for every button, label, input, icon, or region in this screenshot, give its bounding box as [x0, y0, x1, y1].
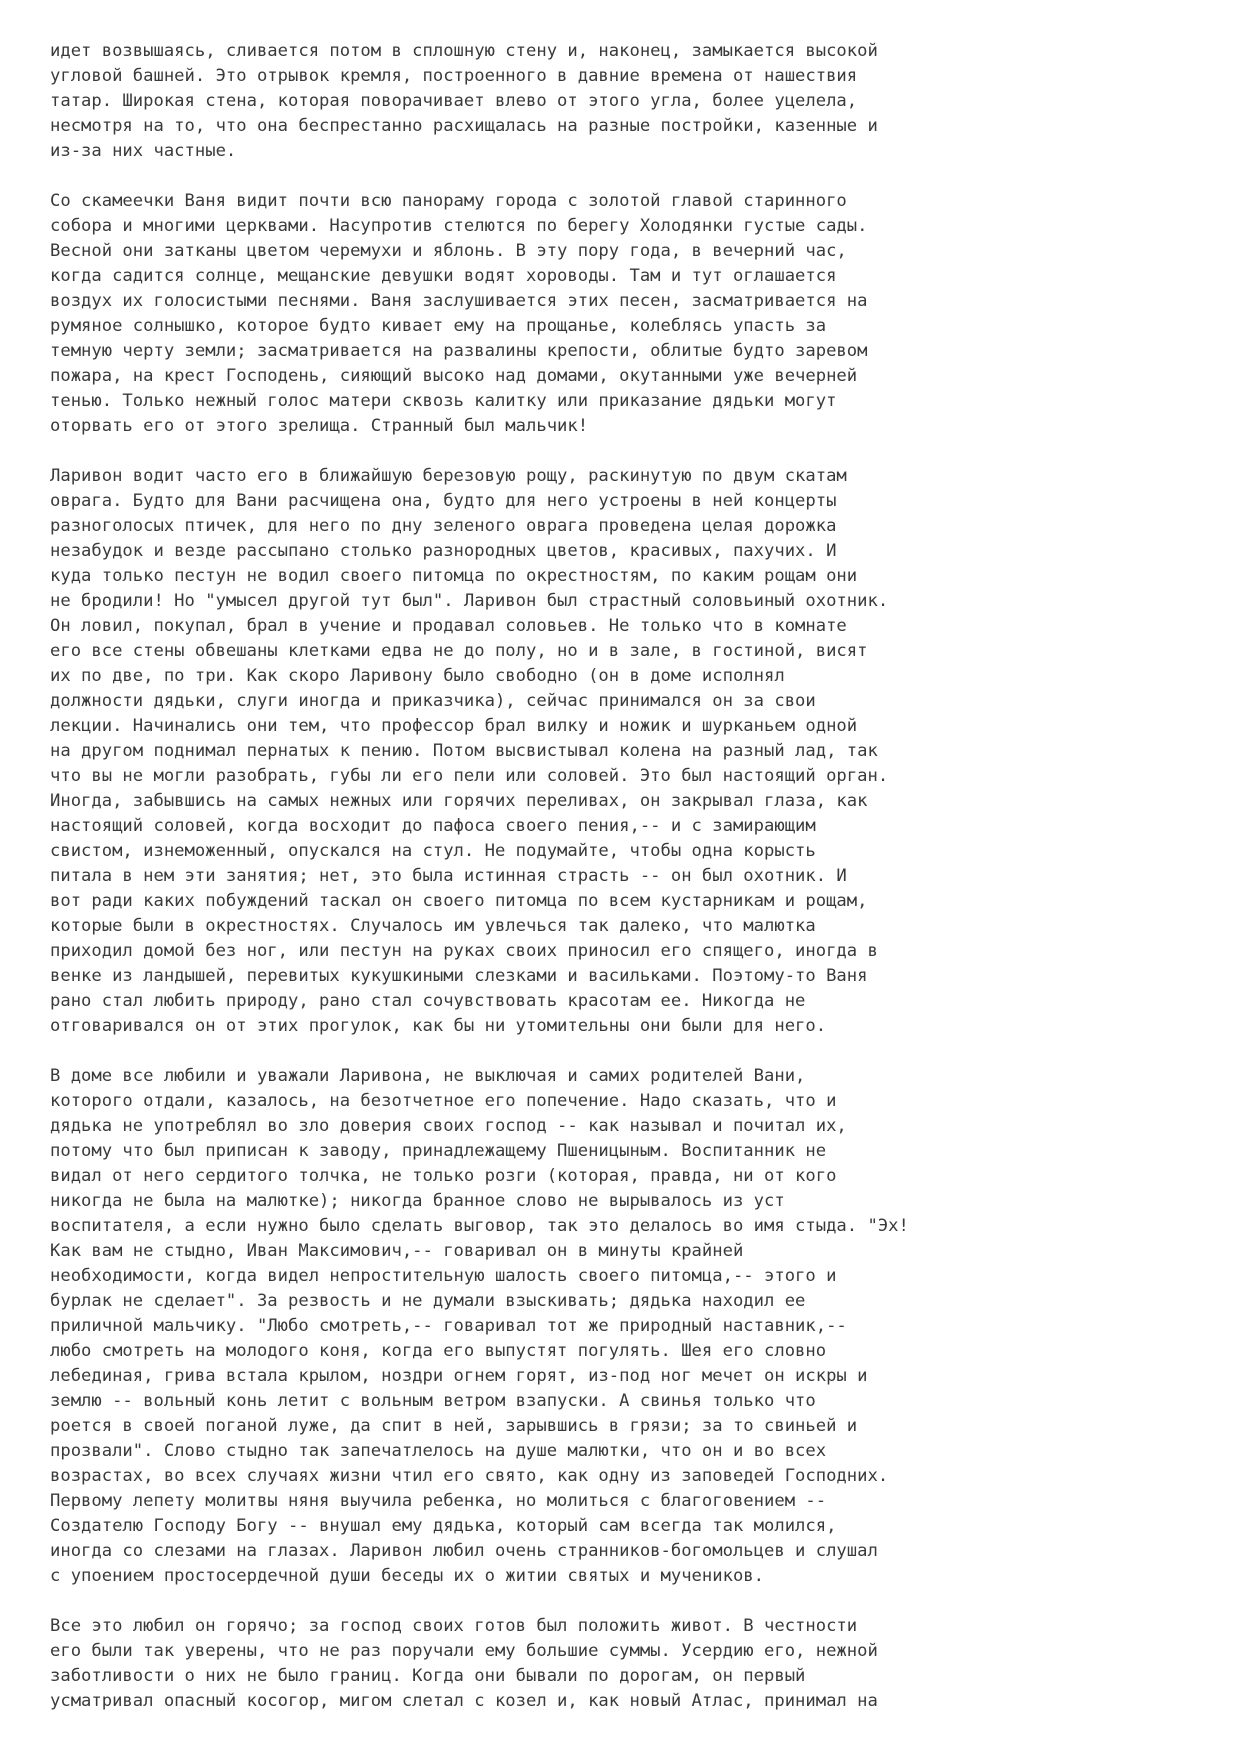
text-line: которые были в окрестностях. Случалось им увлечься так далеко, что малютка — [50, 916, 816, 936]
text-line: В доме все любили и уважали Ларивона, не выключая и самих родителей Вани, — [50, 1066, 806, 1086]
text-line: пожара, на крест Господень, сияющий высоко над домами, окутанными уже вечерней — [50, 366, 858, 386]
text-line: роется в своей поганой луже, да спит в ней, зарывшись в грязи; за то свиньей и — [50, 1416, 858, 1436]
text-line: что вы не могли разобрать, губы ли его пели или соловей. Это был настоящий орган. — [50, 766, 889, 786]
text-line: тенью. Только нежный голос матери сквозь калитку или приказание дядьки могут — [50, 391, 837, 411]
text-line: Он ловил, покупал, брал в учение и продавал соловьев. Не только что в комнате — [50, 616, 847, 636]
text-line: Создателю Господу Богу -- внушал ему дядька, который сам всегда так молился, — [50, 1516, 837, 1536]
paragraph-4 — [50, 1064, 1210, 1589]
text-line: татар. Широкая стена, которая поворачивает влево от этого угла, более уцелела, — [50, 91, 858, 111]
text-line: собора и многими церквами. Насупротив стелются по берегу Холодянки густые сады. — [50, 216, 868, 236]
text-line: необходимости, когда видел непростительную шалость своего питомца,-- этого и — [50, 1266, 837, 1286]
text-line: Иногда, забывшись на самых нежных или горячих переливах, он закрывал глаза, как — [50, 791, 868, 811]
text-line: вот ради каких побуждений таскал он своего питомца по всем кустарникам и рощам, — [50, 891, 868, 911]
text-line: воспитателя, а если нужно было сделать выговор, так это делалось во имя стыда. "Эх! — [50, 1216, 909, 1236]
text-line: Со скамеечки Ваня видит почти всю панораму города с золотой главой старинного — [50, 191, 847, 211]
paragraph-5 — [50, 1614, 1210, 1714]
text-line: когда садится солнце, мещанские девушки водят хороводы. Там и тут оглашается — [50, 266, 837, 286]
text-line: разноголосых птичек, для него по дну зеленого оврага проведена целая дорожка — [50, 516, 837, 536]
text-line: куда только пестун не водил своего питомца по окрестностям, по каким рощам они — [50, 566, 858, 586]
text-line: незабудок и везде рассыпано столько разнородных цветов, красивых, пахучих. И — [50, 541, 837, 561]
text-line: лекции. Начинались они тем, что профессор брал вилку и ножик и шурканьем одной — [50, 716, 858, 736]
text-line: несмотря на то, что она беспрестанно расхищалась на разные постройки, казенные и — [50, 116, 878, 136]
text-line: отговаривался он от этих прогулок, как бы ни утомительны они были для него. — [50, 1016, 827, 1036]
text-line: возрастах, во всех случаях жизни чтил его свято, как одну из заповедей Господних. — [50, 1466, 889, 1486]
text-line: оторвать его от этого зрелища. Странный был мальчик! — [50, 416, 589, 436]
text-line: оврага. Будто для Вани расчищена она, будто для него устроены в ней концерты — [50, 491, 837, 511]
text-line: которого отдали, казалось, на безотчетное его попечение. Надо сказать, что и — [50, 1091, 837, 1111]
text-line: румяное солнышко, которое будто кивает ему на прощанье, колеблясь упасть за — [50, 316, 827, 336]
paragraph-2 — [50, 189, 1210, 439]
text-line: рано стал любить природу, рано стал сочувствовать красотам ее. Никогда не — [50, 991, 806, 1011]
text-line: их по две, по три. Как скоро Ларивону было свободно (он в доме исполнял — [50, 666, 785, 686]
text-line: никогда не была на малютке); никогда бранное слово не вырывалось из уст — [50, 1191, 785, 1211]
text-line: венке из ландышей, перевитых кукушкиными слезками и васильками. Поэтому-то Ваня — [50, 966, 868, 986]
text-line: не бродили! Но "умысел другой тут был". Ларивон был страстный соловьиный охотник. — [50, 591, 889, 611]
text-line: Весной они затканы цветом черемухи и яблонь. В эту пору года, в вечерний час, — [50, 241, 847, 261]
text-line: идет возвышаясь, сливается потом в сплошную стену и, наконец, замыкается высокой — [50, 41, 878, 61]
text-line: должности дядьки, слуги иногда и приказчика), сейчас принимался он за свои — [50, 691, 816, 711]
text-line: на другом поднимал пернатых к пению. Потом высвистывал колена на разный лад, так — [50, 741, 878, 761]
text-line: приличной мальчику. "Любо смотреть,-- говаривал тот же природный наставник,-- — [50, 1316, 847, 1336]
text-line: угловой башней. Это отрывок кремля, построенного в давние времена от нашествия — [50, 66, 858, 86]
text-line: свистом, изнеможенный, опускался на стул. Не подумайте, чтобы одна корысть — [50, 841, 816, 861]
text-line: бурлак не сделает". За резвость и не думали взыскивать; дядька находил ее — [50, 1291, 806, 1311]
text-line: Как вам не стыдно, Иван Максимович,-- говаривал он в минуты крайней — [50, 1241, 744, 1261]
text-line: дядька не употреблял во зло доверия своих господ -- как называл и почитал их, — [50, 1116, 847, 1136]
text-line: приходил домой без ног, или пестун на руках своих приносил его спящего, иногда в — [50, 941, 878, 961]
document-page — [50, 39, 1210, 1714]
text-line: Все это любил он горячо; за господ своих готов был положить живот. В честности — [50, 1616, 858, 1636]
text-line: Первому лепету молитвы няня выучила ребенка, но молиться с благоговением -- — [50, 1491, 827, 1511]
text-line: любо смотреть на молодого коня, когда его выпустят погулять. Шея его словно — [50, 1341, 827, 1361]
paragraph-1 — [50, 39, 1210, 164]
text-line: темную черту земли; засматривается на развалины крепости, облитые будто заревом — [50, 341, 868, 361]
text-line: с упоением простосердечной души беседы их о житии святых и мучеников. — [50, 1566, 764, 1586]
text-line: прозвали". Слово стыдно так запечатлелось на душе малютки, что он и во всех — [50, 1441, 827, 1461]
text-line: его были так уверены, что не раз поручали ему большие суммы. Усердию его, нежной — [50, 1641, 878, 1661]
text-line: Ларивон водит часто его в ближайшую березовую рощу, раскинутую по двум скатам — [50, 466, 847, 486]
text-line: иногда со слезами на глазах. Ларивон любил очень странников-богомольцев и слушал — [50, 1541, 878, 1561]
text-line: питала в нем эти занятия; нет, это была истинная страсть -- он был охотник. И — [50, 866, 847, 886]
text-line: лебединая, грива встала крылом, ноздри огнем горят, из-под ног мечет он искры и — [50, 1366, 868, 1386]
text-line: из-за них частные. — [50, 141, 237, 161]
text-line: воздух их голосистыми песнями. Ваня заслушивается этих песен, засматривается на — [50, 291, 868, 311]
text-line: видал от него сердитого толчка, не только розги (которая, правда, ни от кого — [50, 1166, 837, 1186]
text-line: землю -- вольный конь летит с вольным ветром взапуски. А свинья только что — [50, 1391, 816, 1411]
paragraph-3 — [50, 464, 1210, 1039]
text-line: настоящий соловей, когда восходит до пафоса своего пения,-- и с замирающим — [50, 816, 816, 836]
text-line: потому что был приписан к заводу, принадлежащему Пшеницыным. Воспитанник не — [50, 1141, 827, 1161]
text-line: усматривал опасный косогор, мигом слетал с козел и, как новый Атлас, принимал на — [50, 1691, 878, 1711]
text-line: заботливости о них не было границ. Когда они бывали по дорогам, он первый — [50, 1666, 806, 1686]
text-line: его все стены обвешаны клетками едва не до полу, но и в зале, в гостиной, висят — [50, 641, 868, 661]
